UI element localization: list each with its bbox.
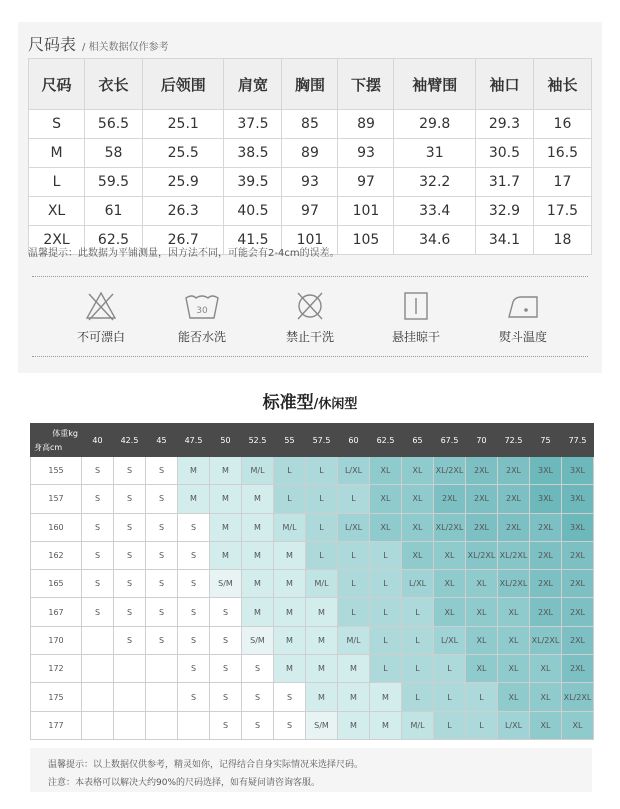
size-suggestion-cell: XL/2XL — [498, 570, 530, 598]
size-suggestion-cell: S — [82, 541, 114, 569]
size-table — [28, 58, 592, 255]
size-col-header: 袖臂围 — [394, 59, 475, 110]
size-suggestion-cell — [114, 711, 146, 739]
size-suggestion-cell: 3XL — [562, 513, 594, 541]
svg-text:30: 30 — [196, 306, 208, 316]
size-row — [29, 139, 592, 168]
height-header: 172 — [31, 655, 82, 683]
size-suggestion-cell: S — [146, 541, 178, 569]
size-suggestion-cell: M/L — [338, 626, 370, 654]
size-suggestion-cell: L/XL — [338, 513, 370, 541]
size-value-cell: 85 — [282, 110, 338, 139]
size-suggestion-cell: S — [210, 598, 242, 626]
size-value-cell: 25.5 — [143, 139, 224, 168]
size-suggestion-cell: XL/2XL — [498, 541, 530, 569]
weight-header: 70 — [466, 424, 498, 457]
size-suggestion-cell: XL — [498, 655, 530, 683]
size-value-cell: 18 — [533, 226, 591, 255]
size-suggestion-cell: XL — [402, 513, 434, 541]
size-label-cell: XL — [29, 197, 85, 226]
size-value-cell: 33.4 — [394, 197, 475, 226]
size-suggestion-cell: L — [338, 485, 370, 513]
rec-row — [31, 457, 594, 485]
size-suggestion-cell: L — [274, 457, 306, 485]
size-suggestion-cell: L — [370, 626, 402, 654]
size-col-header: 后领围 — [143, 59, 224, 110]
size-suggestion-cell: M — [210, 457, 242, 485]
size-suggestion-cell: L — [338, 570, 370, 598]
size-suggestion-cell: M — [370, 711, 402, 739]
size-suggestion-cell: M — [178, 457, 210, 485]
corner-height-label: 身高cm — [34, 443, 63, 452]
size-suggestion-cell: 2XL — [562, 541, 594, 569]
iron-icon — [503, 290, 543, 322]
size-recommendation-table — [30, 423, 594, 740]
weight-header: 40 — [82, 424, 114, 457]
size-value-cell: 56.5 — [85, 110, 143, 139]
size-suggestion-cell: S/M — [210, 570, 242, 598]
size-suggestion-cell: S/M — [242, 626, 274, 654]
size-suggestion-cell: M — [338, 711, 370, 739]
divider-top — [32, 276, 588, 277]
size-suggestion-cell: XL — [530, 655, 562, 683]
size-value-cell: 101 — [282, 226, 338, 255]
size-suggestion-cell: S — [146, 513, 178, 541]
size-suggestion-cell: M — [242, 541, 274, 569]
size-suggestion-cell: M/L — [306, 570, 338, 598]
rec-row — [31, 513, 594, 541]
size-value-cell: 38.5 — [224, 139, 282, 168]
size-suggestion-cell: M — [210, 485, 242, 513]
size-suggestion-cell: L/XL — [434, 626, 466, 654]
size-suggestion-cell: XL — [498, 598, 530, 626]
care-label-bleach: 不可漂白 — [76, 330, 125, 344]
size-value-cell: 17 — [533, 168, 591, 197]
size-suggestion-cell: 3XL — [530, 457, 562, 485]
size-suggestion-cell: L/XL — [402, 570, 434, 598]
size-value-cell: 89 — [338, 110, 394, 139]
size-suggestion-cell — [82, 711, 114, 739]
size-suggestion-cell: L/XL — [498, 711, 530, 739]
size-suggestion-cell: 3XL — [530, 485, 562, 513]
size-value-cell: 93 — [338, 139, 394, 168]
height-header: 167 — [31, 598, 82, 626]
size-value-cell: 26.7 — [143, 226, 224, 255]
no-tumble-dry-icon — [290, 290, 330, 322]
weight-header: 75 — [530, 424, 562, 457]
height-header: 177 — [31, 711, 82, 739]
size-suggestion-cell: M/L — [274, 513, 306, 541]
size-suggestion-cell: 2XL — [530, 598, 562, 626]
size-suggestion-cell: S — [178, 598, 210, 626]
size-col-header: 袖口 — [475, 59, 533, 110]
size-value-cell: 39.5 — [224, 168, 282, 197]
size-suggestion-cell: S — [146, 598, 178, 626]
size-value-cell: 25.9 — [143, 168, 224, 197]
size-value-cell: 32.9 — [475, 197, 533, 226]
size-suggestion-cell: L/XL — [338, 457, 370, 485]
size-suggestion-cell: M — [274, 541, 306, 569]
weight-header: 72.5 — [498, 424, 530, 457]
size-suggestion-cell: S — [210, 683, 242, 711]
size-chart-title — [28, 32, 169, 55]
size-suggestion-cell: XL — [466, 655, 498, 683]
size-row — [29, 197, 592, 226]
height-header: 175 — [31, 683, 82, 711]
size-label-cell: 2XL — [29, 226, 85, 255]
size-value-cell: 40.5 — [224, 197, 282, 226]
weight-header: 62.5 — [370, 424, 402, 457]
care-item-hang — [371, 290, 461, 345]
care-item-bleach — [56, 290, 146, 345]
weight-header: 65 — [402, 424, 434, 457]
size-suggestion-cell: L — [306, 513, 338, 541]
size-value-cell: 34.1 — [475, 226, 533, 255]
size-suggestion-cell: L — [402, 598, 434, 626]
rec-corner-cell — [31, 424, 82, 457]
weight-header: 67.5 — [434, 424, 466, 457]
size-suggestion-cell: S — [146, 457, 178, 485]
size-suggestion-cell: 2XL — [498, 485, 530, 513]
size-suggestion-cell: S — [114, 485, 146, 513]
weight-header: 77.5 — [562, 424, 594, 457]
weight-header: 57.5 — [306, 424, 338, 457]
height-header: 165 — [31, 570, 82, 598]
rec-row — [31, 655, 594, 683]
size-label-cell: M — [29, 139, 85, 168]
size-suggestion-cell: S — [210, 655, 242, 683]
size-suggestion-cell: 3XL — [562, 485, 594, 513]
footer-note-2: 注意：本表格可以解决大约90%的尺码选择，如有疑问请咨询客服。 — [48, 778, 321, 788]
size-suggestion-cell: S — [274, 711, 306, 739]
size-value-cell: 32.2 — [394, 168, 475, 197]
size-suggestion-cell: S — [114, 626, 146, 654]
size-value-cell: 37.5 — [224, 110, 282, 139]
size-suggestion-cell: L — [370, 655, 402, 683]
size-value-cell: 62.5 — [85, 226, 143, 255]
rec-header-row — [31, 424, 594, 457]
weight-header: 50 — [210, 424, 242, 457]
size-suggestion-cell: M — [242, 485, 274, 513]
care-item-dryclean — [265, 290, 355, 345]
size-suggestion-cell: S — [146, 485, 178, 513]
size-suggestion-cell: XL — [370, 513, 402, 541]
size-suggestion-cell: XL — [434, 541, 466, 569]
size-value-cell: 61 — [85, 197, 143, 226]
size-suggestion-cell: 2XL — [562, 655, 594, 683]
size-suggestion-cell: S — [146, 626, 178, 654]
size-suggestion-cell: S — [82, 485, 114, 513]
size-suggestion-cell: M — [306, 683, 338, 711]
size-suggestion-cell: 3XL — [562, 457, 594, 485]
size-value-cell: 101 — [338, 197, 394, 226]
size-suggestion-cell: S — [178, 655, 210, 683]
size-suggestion-cell: L — [402, 683, 434, 711]
weight-header: 60 — [338, 424, 370, 457]
size-suggestion-cell: S — [114, 541, 146, 569]
size-suggestion-cell — [114, 683, 146, 711]
height-header: 155 — [31, 457, 82, 485]
size-col-header: 下摆 — [338, 59, 394, 110]
size-value-cell: 105 — [338, 226, 394, 255]
size-suggestion-cell: M — [178, 485, 210, 513]
corner-weight-label: 体重kg — [52, 429, 78, 438]
size-value-cell: 30.5 — [475, 139, 533, 168]
size-value-cell: 41.5 — [224, 226, 282, 255]
size-suggestion-cell: S — [274, 683, 306, 711]
size-suggestion-cell — [114, 655, 146, 683]
size-suggestion-cell: L — [274, 485, 306, 513]
size-suggestion-cell: M — [338, 683, 370, 711]
size-suggestion-cell: S — [242, 683, 274, 711]
size-suggestion-cell: L — [306, 485, 338, 513]
size-suggestion-cell: S — [242, 655, 274, 683]
weight-header: 42.5 — [114, 424, 146, 457]
size-value-cell: 25.1 — [143, 110, 224, 139]
size-suggestion-cell: XL — [498, 683, 530, 711]
rec-row — [31, 683, 594, 711]
size-suggestion-cell: XL — [434, 598, 466, 626]
rec-row — [31, 541, 594, 569]
size-suggestion-cell: M — [242, 513, 274, 541]
size-suggestion-cell — [146, 655, 178, 683]
size-suggestion-cell: S — [178, 626, 210, 654]
size-suggestion-cell: L — [434, 711, 466, 739]
size-suggestion-cell: 2XL — [466, 513, 498, 541]
size-suggestion-cell: XL/2XL — [466, 541, 498, 569]
size-col-header: 衣长 — [85, 59, 143, 110]
size-suggestion-cell: L — [370, 570, 402, 598]
size-suggestion-cell — [82, 683, 114, 711]
size-suggestion-cell: S — [82, 457, 114, 485]
size-suggestion-cell: M — [274, 598, 306, 626]
weight-header: 52.5 — [242, 424, 274, 457]
size-suggestion-cell: 2XL — [530, 541, 562, 569]
size-suggestion-cell: S — [178, 541, 210, 569]
size-label-cell: L — [29, 168, 85, 197]
size-value-cell: 16.5 — [533, 139, 591, 168]
size-value-cell: 29.8 — [394, 110, 475, 139]
fit-title-sub: /休闲型 — [313, 397, 358, 412]
size-suggestion-cell: L — [306, 541, 338, 569]
size-suggestion-cell: XL — [530, 683, 562, 711]
size-suggestion-cell: L — [434, 683, 466, 711]
size-value-cell: 16 — [533, 110, 591, 139]
size-suggestion-cell: XL — [434, 570, 466, 598]
size-row — [29, 110, 592, 139]
size-suggestion-cell: S — [210, 626, 242, 654]
size-value-cell: 97 — [282, 197, 338, 226]
size-value-cell: 89 — [282, 139, 338, 168]
size-suggestion-cell: S — [114, 513, 146, 541]
size-col-header: 肩宽 — [224, 59, 282, 110]
size-label-cell: S — [29, 110, 85, 139]
height-header: 157 — [31, 485, 82, 513]
size-value-cell: 17.5 — [533, 197, 591, 226]
size-suggestion-cell: XL — [466, 570, 498, 598]
size-suggestion-cell: M — [370, 683, 402, 711]
size-suggestion-cell: L — [338, 541, 370, 569]
size-suggestion-cell: L — [466, 683, 498, 711]
size-value-cell: 59.5 — [85, 168, 143, 197]
height-header: 160 — [31, 513, 82, 541]
height-header: 162 — [31, 541, 82, 569]
size-suggestion-cell: 2XL — [498, 513, 530, 541]
size-suggestion-cell: XL/2XL — [434, 457, 466, 485]
size-suggestion-cell: XL/2XL — [530, 626, 562, 654]
size-suggestion-cell: M/L — [402, 711, 434, 739]
fit-title-main: 标准型 — [262, 393, 314, 413]
size-suggestion-cell — [82, 626, 114, 654]
size-suggestion-cell: S — [146, 570, 178, 598]
size-suggestion-cell: S — [178, 683, 210, 711]
care-label-hang: 悬挂晾干 — [391, 330, 440, 344]
weight-header: 47.5 — [178, 424, 210, 457]
size-suggestion-cell: L — [306, 457, 338, 485]
weight-header: 45 — [146, 424, 178, 457]
no-bleach-icon — [81, 290, 121, 322]
size-value-cell: 93 — [282, 168, 338, 197]
care-item-wash — [157, 290, 247, 345]
care-label-dryclean: 禁止干洗 — [285, 330, 334, 344]
rec-row — [31, 626, 594, 654]
size-suggestion-cell — [146, 711, 178, 739]
size-suggestion-cell: M/L — [242, 457, 274, 485]
size-suggestion-cell: M — [306, 655, 338, 683]
size-suggestion-cell: L — [402, 655, 434, 683]
size-value-cell: 97 — [338, 168, 394, 197]
size-suggestion-cell: 2XL — [530, 570, 562, 598]
size-suggestion-cell: M — [210, 541, 242, 569]
size-value-cell: 29.3 — [475, 110, 533, 139]
size-suggestion-cell: M — [274, 655, 306, 683]
size-suggestion-cell: XL — [466, 598, 498, 626]
rec-row — [31, 485, 594, 513]
size-suggestion-cell: S — [114, 570, 146, 598]
size-suggestion-cell: S — [178, 570, 210, 598]
size-suggestion-cell: S — [82, 598, 114, 626]
measure-tip: 温馨提示：此数据为平铺测量，因方法不同，可能会有2-4cm的误差。 — [28, 248, 340, 259]
size-suggestion-cell: 2XL — [498, 457, 530, 485]
size-suggestion-cell: 2XL — [530, 513, 562, 541]
size-chart-panel — [18, 22, 602, 373]
rec-row — [31, 598, 594, 626]
rec-row — [31, 711, 594, 739]
care-item-iron — [478, 290, 568, 345]
size-value-cell: 26.3 — [143, 197, 224, 226]
size-suggestion-cell: XL/2XL — [562, 683, 594, 711]
size-suggestion-cell: XL — [466, 626, 498, 654]
size-value-cell: 31 — [394, 139, 475, 168]
size-chart-subtitle: / 相关数据仅作参考 — [82, 42, 169, 53]
size-suggestion-cell: L — [370, 541, 402, 569]
size-suggestion-cell: M — [210, 513, 242, 541]
size-suggestion-cell — [82, 655, 114, 683]
size-suggestion-cell: 2XL — [562, 626, 594, 654]
size-suggestion-cell: XL — [402, 541, 434, 569]
size-row — [29, 168, 592, 197]
divider-bottom — [32, 356, 588, 357]
size-suggestion-cell: M — [242, 598, 274, 626]
size-suggestion-cell: 2XL — [434, 485, 466, 513]
size-suggestion-cell: XL — [562, 711, 594, 739]
size-value-cell: 31.7 — [475, 168, 533, 197]
size-suggestion-cell: M — [338, 655, 370, 683]
size-suggestion-cell: 2XL — [562, 598, 594, 626]
size-suggestion-cell: XL/2XL — [434, 513, 466, 541]
size-suggestion-cell — [178, 711, 210, 739]
size-suggestion-cell: M — [306, 598, 338, 626]
size-suggestion-cell: XL — [370, 457, 402, 485]
size-suggestion-cell: 2XL — [562, 570, 594, 598]
size-suggestion-cell: 2XL — [466, 457, 498, 485]
size-suggestion-cell: M — [274, 570, 306, 598]
weight-header: 55 — [274, 424, 306, 457]
fit-title — [0, 388, 620, 413]
size-suggestion-cell: XL — [402, 457, 434, 485]
size-suggestion-cell: S — [242, 711, 274, 739]
size-suggestion-cell: S — [82, 570, 114, 598]
height-header: 170 — [31, 626, 82, 654]
rec-row — [31, 570, 594, 598]
size-suggestion-cell: M — [306, 626, 338, 654]
size-suggestion-cell: S — [178, 513, 210, 541]
size-suggestion-cell: S — [114, 598, 146, 626]
care-label-wash: 能否水洗 — [177, 330, 226, 344]
hang-dry-icon — [396, 290, 436, 322]
size-suggestion-cell: XL — [530, 711, 562, 739]
care-icons-row — [18, 290, 602, 360]
size-suggestion-cell: S — [114, 457, 146, 485]
size-col-header: 尺码 — [29, 59, 85, 110]
size-suggestion-cell: S — [210, 711, 242, 739]
size-suggestion-cell: L — [466, 711, 498, 739]
wash-30-icon — [182, 290, 222, 322]
size-col-header: 胸围 — [282, 59, 338, 110]
size-suggestion-cell: XL — [370, 485, 402, 513]
size-col-header: 袖长 — [533, 59, 591, 110]
size-value-cell: 58 — [85, 139, 143, 168]
size-value-cell: 34.6 — [394, 226, 475, 255]
size-suggestion-cell: L — [370, 598, 402, 626]
size-suggestion-cell: L — [434, 655, 466, 683]
size-suggestion-cell: S/M — [306, 711, 338, 739]
size-suggestion-cell: M — [242, 570, 274, 598]
size-suggestion-cell: M — [274, 626, 306, 654]
size-chart-title-text: 尺码表 — [28, 35, 77, 54]
footer-note-1: 温馨提示：以上数据仅供参考，精灵如你，记得结合自身实际情况来选择尺码。 — [48, 760, 364, 770]
size-suggestion-cell: 2XL — [466, 485, 498, 513]
size-suggestion-cell: XL — [402, 485, 434, 513]
care-label-iron: 熨斗温度 — [498, 330, 547, 344]
size-suggestion-cell: XL — [498, 626, 530, 654]
size-suggestion-cell: S — [82, 513, 114, 541]
size-suggestion-cell: L — [402, 626, 434, 654]
size-suggestion-cell — [146, 683, 178, 711]
size-suggestion-cell: L — [338, 598, 370, 626]
